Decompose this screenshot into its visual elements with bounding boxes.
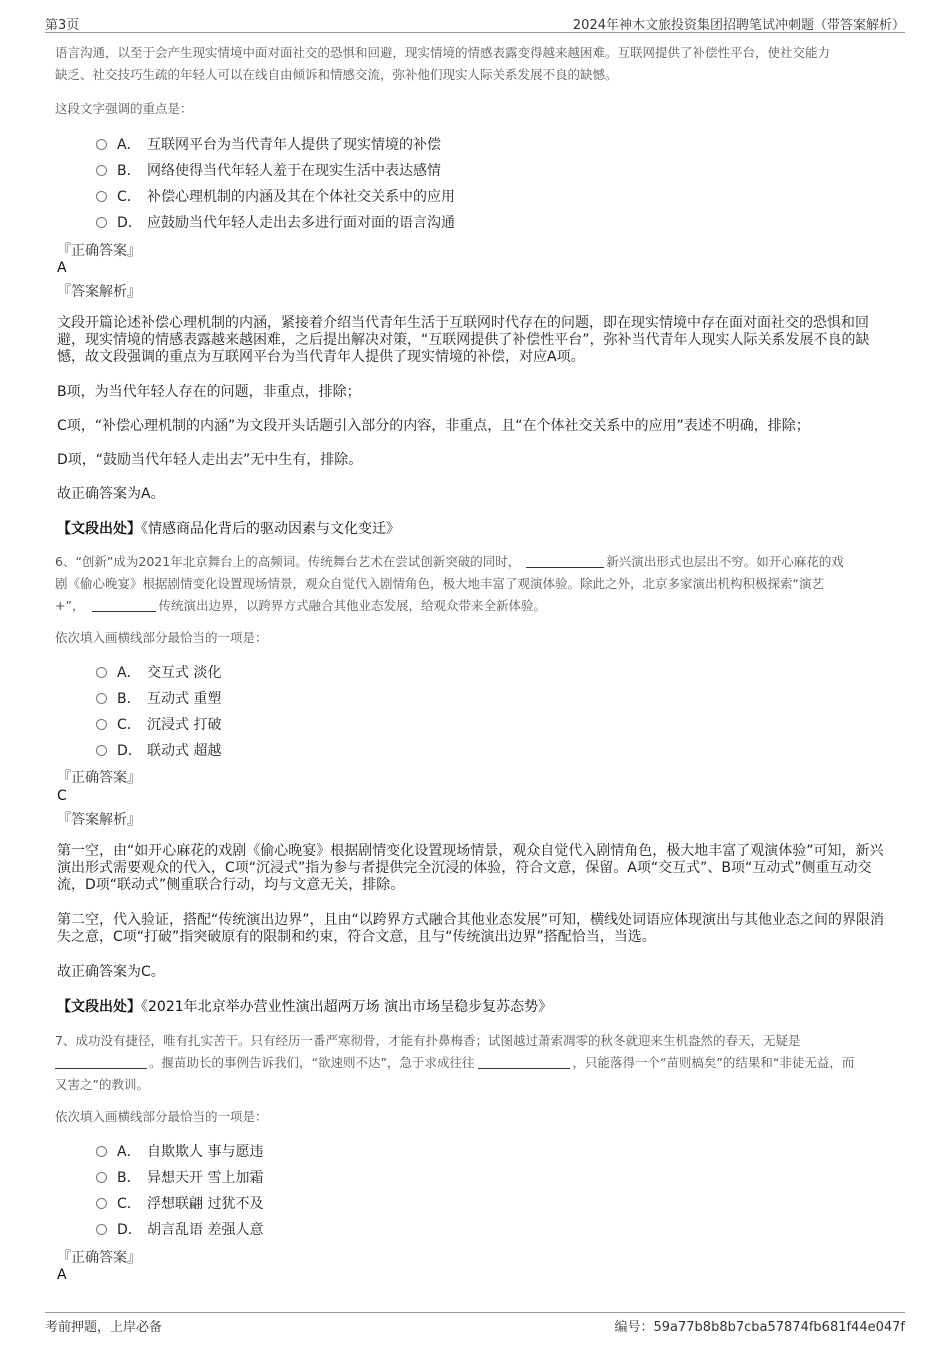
option-text: 异想天开 雪上加霜 [147,1170,264,1186]
q7-stem-text: ，只能落得一个“苗则槁矣”的结果和“非徒无益，而 [572,1055,855,1070]
q5-analysis-paragraph: 故正确答案为A。 [57,486,165,502]
q7-option-b[interactable] [96,1167,263,1187]
radio-button-icon[interactable] [96,1224,107,1235]
q6-analysis-paragraph: 故正确答案为C。 [57,964,165,980]
q7-answer: A [57,1267,67,1283]
q5-stem [55,42,893,86]
q5-option-b[interactable] [96,160,441,180]
option-text: 联动式 超越 [147,743,222,759]
option-letter: C． [117,189,141,205]
page-number: 第3页 [45,18,80,33]
q6-answer: C [57,788,67,804]
code-label: 编号： [614,1320,654,1335]
q5-answer: A [57,260,67,276]
radio-button-icon[interactable] [96,1172,107,1183]
option-letter: C． [117,1196,141,1212]
q5-analysis-paragraph: B项，为当代年轻人存在的问题，非重点，排除； [57,384,361,400]
q6-option-c[interactable] [96,714,221,734]
radio-button-icon[interactable] [96,217,107,228]
document-title: 2024年神木文旅投资集团招聘笔试冲刺题（带答案解析） [572,18,905,33]
option-letter: A． [117,665,141,681]
option-letter: B． [117,1170,141,1186]
radio-button-icon[interactable] [96,693,107,704]
document-code [614,1316,905,1335]
q7-answer-label: 『正确答案』 [57,1250,141,1266]
q7-stem-text: 。揠苗助长的事例告诉我们，“欲速则不达”，急于求成往往 [149,1055,475,1070]
option-letter: A． [117,137,141,153]
option-letter: D． [117,1222,142,1238]
option-letter: B． [117,691,141,707]
option-text: 自欺欺人 事与愿违 [147,1144,264,1160]
q7-stem-line [55,1052,893,1074]
radio-button-icon[interactable] [96,139,107,150]
q7-stem-line: 又害之”的教训。 [55,1077,149,1092]
option-letter: D． [117,743,142,759]
radio-button-icon[interactable] [96,667,107,678]
q5-analysis-paragraph: D项，“鼓励当代年轻人走出去”无中生有，排除。 [57,452,363,468]
q6-stem-text: 6、“创新”成为2021年北京舞台上的高频词。传统舞台艺术在尝试创新突破的同时， [55,554,521,569]
q5-analysis-label: 『答案解析』 [57,284,141,300]
page-footer [45,1312,905,1335]
q6-question: 依次填入画横线部分最恰当的一项是： [55,630,268,645]
q5-question: 这段文字强调的重点是： [55,101,193,116]
radio-button-icon[interactable] [96,1146,107,1157]
option-text: 网络使得当代年轻人羞于在现实生活中表达感情 [147,163,441,179]
q5-source [57,518,400,538]
q5-option-c[interactable] [96,186,455,206]
q5-analysis-paragraph: 文段开篇论述补偿心理机制的内涵，紧接着介绍当代青年生活于互联网时代存在的问题，即在现实情境中存在面对面社交的恐惧和回避，现实情境的情感表露越来越困难，之后提出解决对策，“互联网提供了补偿性平台”，弥补当代青年人现实人际关系发展不良的缺憾，故文段强调的重点为互联网平台为当代青年人提供了现实情境的补偿，对应A项。 [57,315,870,365]
q6-option-b[interactable] [96,688,221,708]
source-title: 《2021年北京举办营业性演出超两万场 演出市场呈稳步复苏态势》 [141,999,553,1015]
q7-stem-line: 7、成功没有捷径，唯有扎实苦干。只有经历一番严寒彻骨，才能有扑鼻梅香；试图越过萧索凋零的秋冬就迎来生机盎然的春天，无疑是 [55,1033,801,1048]
q6-option-a[interactable] [96,662,221,682]
q7-stem [55,1030,893,1096]
option-text: 补偿心理机制的内涵及其在个体社交关系中的应用 [147,189,455,205]
option-text: 胡言乱语 差强人意 [147,1222,264,1238]
radio-button-icon[interactable] [96,165,107,176]
radio-button-icon[interactable] [96,1198,107,1209]
q6-answer-label: 『正确答案』 [57,770,141,786]
fill-blank [55,1056,147,1069]
q6-analysis-paragraph: 第一空，由“如开心麻花的戏剧《偷心晚宴》根据剧情变化设置现场情景，观众自觉代入剧情角色，极大地丰富了观演体验”可知，新兴演出形式需要观众的代入，C项“沉浸式”指为参与者提供完全沉浸的体验，符合文意，保留。A项“交互式”、B项“互动式”侧重互动交流，D项“联动式”侧重联合行动，均与文意无关，排除。 [57,843,884,893]
radio-button-icon[interactable] [96,745,107,756]
option-text: 沉浸式 打破 [147,717,222,733]
q7-option-d[interactable] [96,1219,263,1239]
option-letter: D． [117,215,142,231]
q5-stem-line: 缺乏、社交技巧生疏的年轻人可以在线自由倾诉和情感交流，弥补他们现实人际关系发展不良的缺憾。 [55,67,618,82]
option-text: 互动式 重塑 [147,691,222,707]
q5-option-a[interactable] [96,134,441,154]
q5-stem-line: 语言沟通，以至于会产生现实情境中面对面社交的恐惧和回避，现实情境的情感表露变得越来越困难。互联网提供了补偿性平台，使社交能力 [55,45,831,60]
q6-stem-text: 新兴演出形式也层出不穷。如开心麻花的戏 [606,554,844,569]
option-letter: C． [117,717,141,733]
q6-stem [55,551,893,617]
q6-source [57,996,552,1016]
option-text: 互联网平台为当代青年人提供了现实情境的补偿 [147,137,441,153]
option-text: 浮想联翩 过犹不及 [147,1196,264,1212]
fill-blank [526,555,604,568]
q7-question: 依次填入画横线部分最恰当的一项是： [55,1109,268,1124]
q6-stem-line [55,595,893,617]
q7-option-a[interactable] [96,1141,263,1161]
q5-analysis-paragraph: C项，“补偿心理机制的内涵”为文段开头话题引入部分的内容，非重点，且“在个体社交关系中的应用”表述不明确，排除； [57,418,810,434]
option-letter: B． [117,163,141,179]
fill-blank [478,1056,570,1069]
option-text: 应鼓励当代年轻人走出去多进行面对面的语言沟通 [147,215,455,231]
q6-analysis-paragraph: 第二空，代入验证，搭配“传统演出边界”，且由“以跨界方式融合其他业态发展”可知，横线处词语应体现演出与其他业态之间的界限消失之意，C项“打破”指突破原有的限制和约束，符合文意，且与“传统演出边界”搭配恰当，当选。 [57,912,885,945]
q6-stem-line [55,551,893,573]
q5-option-d[interactable] [96,212,455,232]
source-label: 【文段出处】 [57,999,141,1015]
fill-blank [92,599,156,612]
q6-option-d[interactable] [96,740,221,760]
q6-analysis-label: 『答案解析』 [57,812,141,828]
q7-option-c[interactable] [96,1193,263,1213]
code-value: 59a77b8b8b7cba57874fb681f44e047f [653,1320,905,1335]
radio-button-icon[interactable] [96,191,107,202]
q6-stem-text: +”， [55,598,85,613]
footer-slogan: 考前押题，上岸必备 [45,1320,163,1335]
q6-stem-text: 传统演出边界，以跨界方式融合其他业态发展，给观众带来全新体验。 [158,598,546,613]
source-label: 【文段出处】 [57,521,141,537]
page-header [45,10,905,33]
source-title: 《情感商品化背后的驱动因素与文化变迁》 [141,521,400,537]
q5-answer-label: 『正确答案』 [57,243,141,259]
option-letter: A． [117,1144,141,1160]
radio-button-icon[interactable] [96,719,107,730]
option-text: 交互式 淡化 [147,665,222,681]
q6-stem-line: 剧《偷心晚宴》根据剧情变化设置现场情景，观众自觉代入剧情角色，极大地丰富了观演体验。除此之外，北京多家演出机构积极探索“演艺 [55,576,824,591]
